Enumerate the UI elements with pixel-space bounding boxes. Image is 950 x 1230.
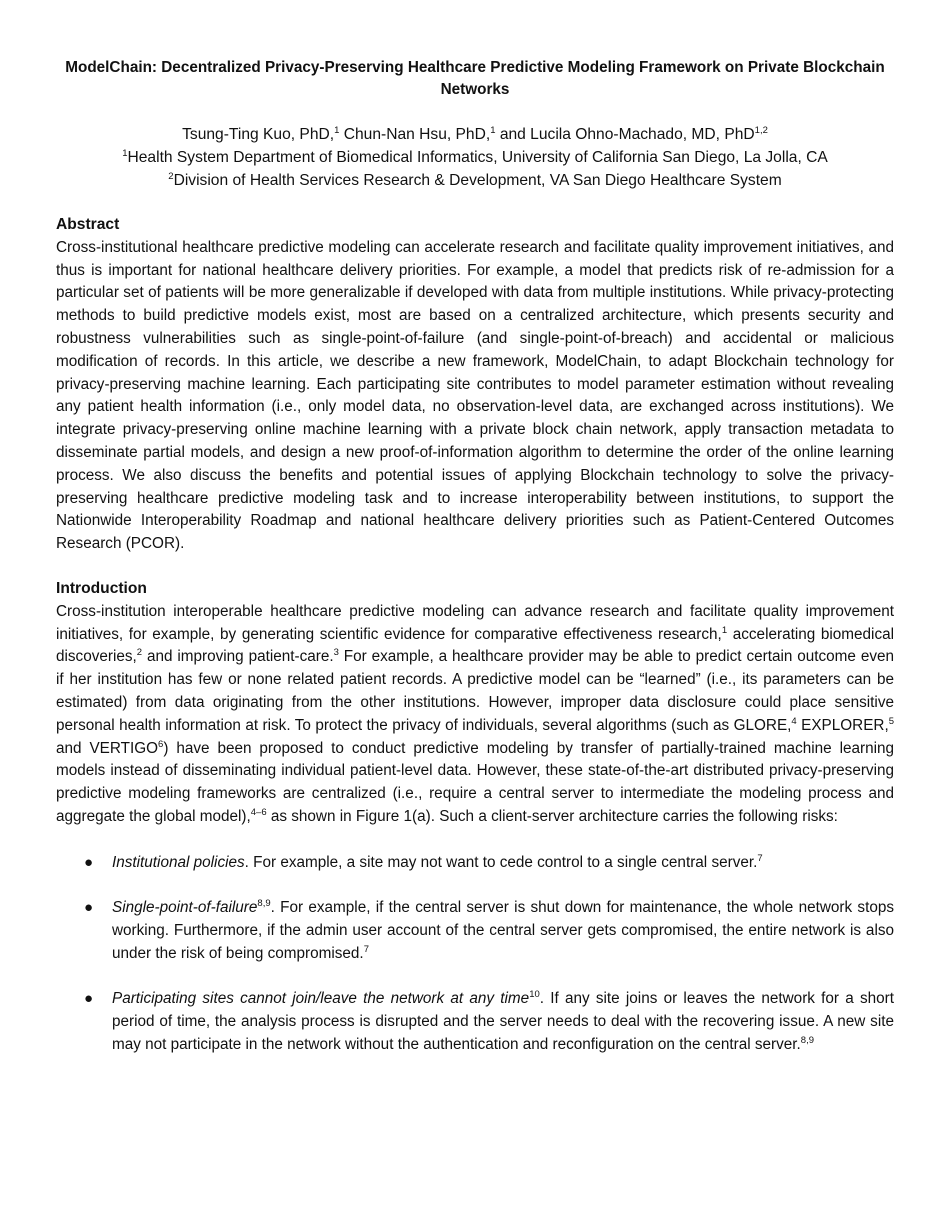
intro-text: and improving patient-care. (142, 648, 334, 666)
intro-text: accelerating biomedical discoveries, (56, 625, 895, 666)
citation: 4 (791, 715, 797, 727)
bullet-icon: ● (84, 899, 94, 917)
citation: 8,9 (257, 898, 271, 910)
affiliation-marker: 1 (122, 147, 128, 159)
affiliation-text: Health System Department of Biomedical Informatics, University of California San Diego, La Jolla, CA (127, 149, 828, 166)
affiliation-2 (56, 169, 894, 192)
citation: 6 (158, 738, 164, 750)
bullet-lead: Participating sites cannot join/leave the network at any time (112, 990, 530, 1008)
citation: 8,9 (800, 1034, 814, 1046)
intro-text: EXPLORER, (796, 716, 889, 734)
introduction-heading: Introduction (56, 579, 147, 597)
bullet-text: . For example, if the central server is shut down for maintenance, the whole network stops working. Furthermore, if the admin user account of the central server gets compromised, the entire network is also under the risk of being compromised. (112, 899, 894, 962)
bullet-icon: ● (84, 853, 94, 871)
citation: 4–6 (250, 806, 267, 818)
intro-text: Cross-institution interoperable healthcare predictive modeling can advance research and facilitate quality improvement initiatives, for example, by generating scientific evidence for comparative effectiveness research, (56, 602, 894, 643)
bullet-lead: Single-point-of-failure (112, 899, 258, 917)
bullet-text: . For example, a site may not want to cede control to a single central server. (244, 853, 758, 871)
affiliation-marker: 2 (168, 170, 174, 182)
intro-text: For example, a healthcare provider may be able to predict certain outcome even if her institution has few or none related patient records. A predictive model can be “learned” (i.e., its parameters can be estimated) from data originating from the other institutions. However, improper data disclosure could place sensitive personal health information at risk. To protect the privacy of individuals, several algorithms (such as GLORE, (56, 648, 894, 734)
citation: 7 (757, 852, 763, 864)
author-name: Tsung-Ting Kuo, PhD, (182, 126, 335, 143)
intro-text: and VERTIGO (56, 739, 159, 757)
citation: 2 (136, 647, 143, 659)
abstract-heading: Abstract (56, 216, 120, 233)
author-block (56, 123, 894, 192)
intro-text: as shown in Figure 1(a). Such a client-server architecture carries the following risks: (266, 807, 838, 825)
intro-text: ) have been proposed to conduct predictive modeling by transfer of partially-trained machine learning models instead of disseminating individual patient-level data. However, these state-of-the-art distributed privacy-preserving predictive modeling frameworks are centralized (i.e., require a central server to intermediate the modeling process and aggregate the global model), (56, 739, 894, 825)
author-affiliation-marker: 1 (334, 124, 340, 136)
author-line (56, 123, 894, 146)
citation: 3 (333, 647, 339, 659)
citation: 7 (363, 943, 369, 955)
list-item (56, 988, 894, 1056)
author-affiliation-marker: 1 (490, 124, 496, 136)
paper-title: ModelChain: Decentralized Privacy-Preserving Healthcare Predictive Modeling Framework on Private Blockchain Networks (65, 59, 885, 98)
author-affiliation-marker: 1,2 (754, 124, 768, 136)
abstract-text: Cross-institutional healthcare predictive modeling can accelerate research and facilitate quality improvement initiatives, and thus is important for national healthcare delivery priorities. For example, a model that predicts risk of re-admission for a particular set of patients will be more generalizable if developed with data from multiple institutions. While privacy-protecting methods to build predictive models exist, most are based on a centralized architecture, which presents security and robustness vulnerabilities such as single-point-of-failure (and single-point-of-breach) and accidental or malicious modification of records. In this article, we describe a new framework, ModelChain, to adapt Blockchain technology for privacy-preserving machine learning. Each participating site contributes to model parameter estimation without revealing any patient health information (i.e., only model data, no observation-level data, are exchanged across institutions). We integrate privacy-preserving online machine learning with a private block chain network, apply transaction metadata to disseminate partial models, and design a new proof-of-information algorithm to determine the order of the online learning process. We also discuss the benefits and potential issues of applying Blockchain technology to solve the privacy-preserving healthcare predictive modeling task and to increase interoperability between institutions, to support the Nationwide Interoperability Roadmap and national healthcare delivery priorities such as Patient-Centered Outcomes Research (PCOR). (56, 238, 894, 553)
author-name: and Lucila Ohno-Machado, MD, PhD (495, 126, 755, 143)
citation: 1 (721, 624, 728, 636)
author-name: Chun-Nan Hsu, PhD, (339, 126, 491, 143)
citation: 10 (529, 989, 540, 1001)
affiliation-text: Division of Health Services Research & Development, VA San Diego Healthcare System (173, 172, 782, 189)
citation: 5 (888, 715, 894, 727)
bullet-lead: Institutional policies (112, 853, 245, 871)
affiliation-1 (56, 146, 894, 169)
bullet-icon: ● (84, 990, 94, 1008)
list-item (56, 897, 894, 965)
risk-list (56, 852, 894, 1057)
introduction-paragraph (56, 601, 894, 829)
bullet-text: . If any site joins or leaves the network for a short period of time, the analysis process is disrupted and the server needs to deal with the recovering issue. A new site may not participate in the network without the authentication and reconfiguration on the central server. (112, 990, 894, 1053)
list-item (56, 852, 894, 875)
